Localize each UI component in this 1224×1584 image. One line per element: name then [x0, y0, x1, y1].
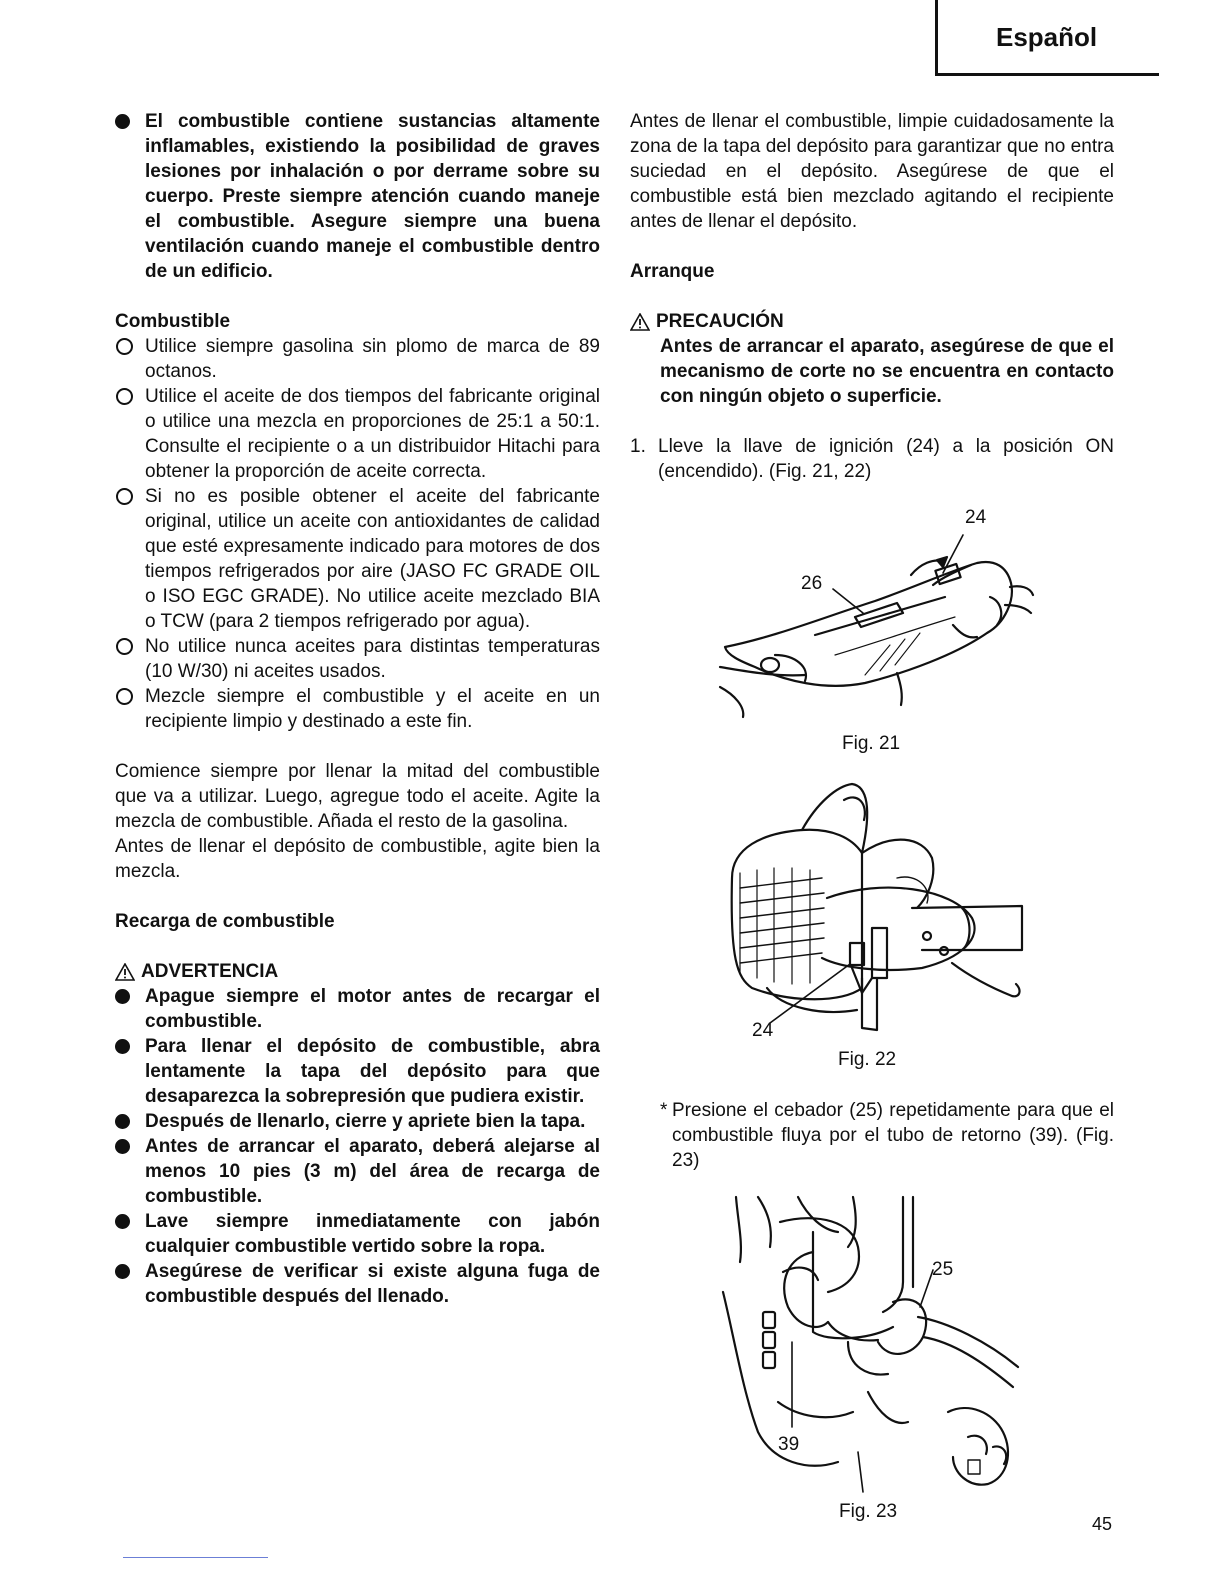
right-column [630, 109, 1114, 484]
fuel-item: Mezcle siempre el combustible y el aceite en un recipiente limpio y destinado a este fin. [115, 684, 600, 734]
fig22-illustration [722, 778, 1032, 1040]
fig22-caption: Fig. 22 [838, 1049, 897, 1070]
left-column [115, 109, 600, 1309]
warning-item: Asegúrese de verificar si existe alguna fuga de combustible después del llenado. [115, 1259, 600, 1309]
fig21-caption: Fig. 21 [842, 733, 901, 754]
start-heading: Arranque [630, 261, 715, 282]
step-1 [630, 434, 1114, 484]
fig21-label-26: 26 [801, 573, 823, 594]
fig22-label-24: 24 [752, 1020, 774, 1040]
fuel-item: Utilice siempre gasolina sin plomo de marca de 89 octanos. [115, 334, 600, 384]
header-horizontal-rule [935, 73, 1159, 76]
asterisk-marker: * [660, 1100, 668, 1121]
primer-note [630, 1098, 1114, 1173]
caution-text: Antes de arrancar el aparato, asegúrese de que el mecanismo de corte no se encuentra en contacto con ningún objeto o superficie. [660, 336, 1114, 407]
warning-item: Lave siempre inmediatamente con jabón cualquier combustible vertido sobre la ropa. [115, 1209, 600, 1259]
primer-note-block [630, 1098, 1114, 1173]
fig23-caption: Fig. 23 [839, 1501, 898, 1522]
warning-label: ADVERTENCIA [141, 961, 279, 982]
fig23-label-39: 39 [778, 1434, 800, 1455]
fig23-label-25: 25 [932, 1259, 954, 1280]
step-text: Lleve la llave de ignición (24) a la posición ON (encendido). (Fig. 21, 22) [658, 436, 1114, 482]
caution-label: PRECAUCIÓN [656, 311, 784, 332]
warning-item: Apague siempre el motor antes de recargar el combustible. [115, 984, 600, 1034]
fuel-heading: Combustible [115, 311, 231, 332]
fuel-item: Si no es posible obtener el aceite del fabricante original, utilice un aceite con antioxidantes de calidad que esté expresamente indicado para motores de dos tiempos refrigerados por aire (JASO FC GRADE OIL o ISO EGC GRADE). No utilice aceite mezclado BIA o TCW (para 2 tiempos refrigerado por agua). [115, 484, 600, 634]
mix-paragraph: Comience siempre por llenar la mitad del combustible que va a utilizar. Luego, agregue todo el aceite. Agite la mezcla de combustible. Añada el resto de la gasolina. [115, 761, 600, 832]
warning-item: Para llenar el depósito de combustible, abra lentamente la tapa del depósito para que desaparezca la sobrepresión que pudiera existir. [115, 1034, 600, 1109]
caution-heading [630, 309, 1114, 334]
refuel-heading: Recarga de combustible [115, 911, 335, 932]
fuel-item: No utilice nunca aceites para distintas temperaturas (10 W/30) ni aceites usados. [115, 634, 600, 684]
fig23-illustration [718, 1192, 1030, 1502]
page-number: 45 [1092, 1514, 1113, 1534]
header-vertical-rule [935, 0, 938, 75]
fuel-item: Utilice el aceite de dos tiempos del fabricante original o utilice una mezcla en proporciones de 25:1 a 50:1. Consulte el recipiente o a un distribuidor Hitachi para obtener la proporción de aceite correcta. [115, 384, 600, 484]
warning-item: Antes de arrancar el aparato, deberá alejarse al menos 10 pies (3 m) del área de recarga de combustible. [115, 1134, 600, 1209]
fuel-hazard-bullet: El combustible contiene sustancias altamente inflamables, existiendo la posibilidad de graves lesiones por inhalación o por derrame sobre su cuerpo. Preste siempre atención cuando maneje el combustible. Asegure siempre una buena ventilación cuando maneje el combustible dentro de un edificio. [115, 109, 600, 284]
warning-item: Después de llenarlo, cierre y apriete bien la tapa. [115, 1109, 600, 1134]
fig21-illustration [715, 505, 1035, 720]
fig21-label-24: 24 [965, 507, 987, 528]
caution-triangle-icon [630, 313, 650, 331]
bottom-link-underline [123, 1557, 268, 1558]
mix-paragraph-2: Antes de llenar el depósito de combustible, agite bien la mezcla. [115, 836, 600, 882]
prefill-paragraph: Antes de llenar el combustible, limpie cuidadosamente la zona de la tapa del depósito para garantizar que no entra suciedad en el depósito. Asegúrese de que el combustible está bien mezclado agitando el recipiente antes de llenar el depósito. [630, 111, 1114, 232]
language-label: Español [996, 22, 1098, 52]
warning-triangle-icon [115, 963, 135, 981]
warning-heading [115, 959, 600, 984]
step-number: 1. [630, 436, 646, 457]
primer-text: Presione el cebador (25) repetidamente para que el combustible fluya por el tubo de retorno (39). (Fig. 23) [672, 1100, 1114, 1171]
